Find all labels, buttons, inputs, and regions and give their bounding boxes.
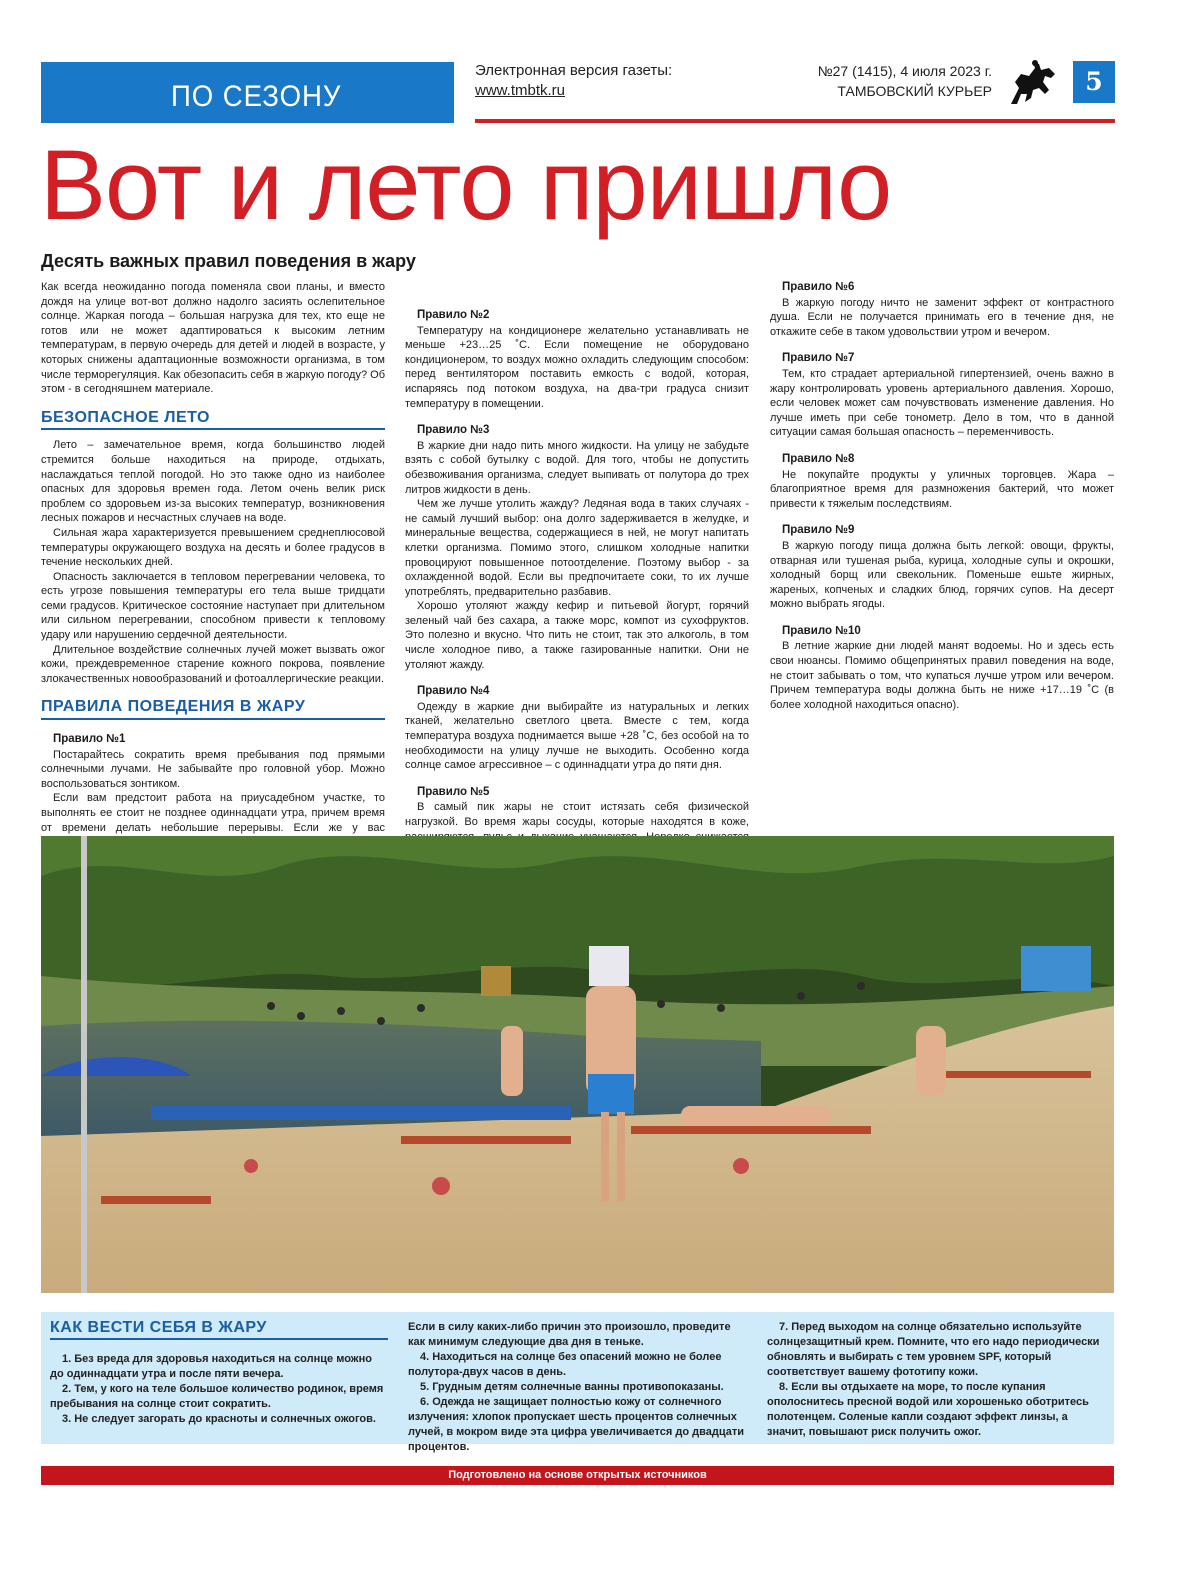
paragraph: Лето – замечательное время, когда большинство людей стремится больше находиться на природе, отдыхать, наслаждаться теплой погодой. Но это также одно из наиболее опасных для здоровья времен года. Летом очень велик риск проблем со здоровьем из-за высоких температур, возникновения лесных пожаров и несчастных случаев на воде.	[41, 439, 385, 525]
issue-info	[818, 61, 992, 101]
rule-title: Правило №4	[417, 685, 490, 698]
paragraph: Опасность заключается в тепловом перегревании человека, то есть угрозе повышения температуры его тела выше тридцати семи градусов. Критическое состояние наступает при длительном или сильном перегревании, способном привести к тепловому удару или нарушению сердечной деятельности.	[41, 570, 385, 642]
paragraph: Тем, кто страдает артериальной гипертензией, очень важно в жару контролировать уровень артериального давления. Хорошо, если человек может сам почувствовать изменение давления. Но лучше иметь при себе тонометр. Дело в том, что в данной ситуации самая большая опасность – переменчивость.	[770, 367, 1114, 439]
section-title-safe-summer: БЕЗОПАСНОЕ ЛЕТО	[41, 411, 385, 431]
headline: Вот и лето пришло	[40, 129, 892, 240]
paragraph: Постарайтесь сократить время пребывания под прямыми солнечными лучами. Не забывайте про головной убор. Можно воспользоваться зонтиком.	[41, 748, 385, 790]
issue-line: №27 (1415), 4 июля 2023 г.	[817, 63, 992, 79]
tip-item: 4. Находиться на солнце без опасений можно не более полутора-двух часов в день.	[408, 1351, 722, 1378]
rubric-banner	[41, 62, 454, 123]
rule-title: Правило №6	[782, 281, 855, 293]
edition-info	[475, 61, 672, 101]
paragraph: В жаркую погоду ничто не заменит эффект от контрастного душа. Если не получается принимать его в течение дня, не откажите себе в таком удовольствии утром и вечером.	[770, 296, 1114, 338]
tips-sidebar	[41, 1312, 1114, 1453]
paragraph: Чем же лучше утолить жажду? Ледяная вода в таких случаях - не самый лучший выбор: она долго задерживается в желудке, и минеральные вещества, содержащиеся в ней, не могут напитать клетки организма. Помимо этого, слишком холодные напитки провоцируют повышенное потоотделение. Поэтому выбор - за охлажденной водой. Если вы предпочитаете соки, то их лучше употреблять, предварительно разбавив.	[405, 498, 749, 598]
tip-item: Если в силу каких-либо причин это произошло, проведите как минимум следующие два дня в теньке.	[408, 1321, 731, 1348]
paragraph: В жаркую погоду пища должна быть легкой: овощи, фрукты, отварная или тушеная рыба, курица, холодные супы и окрошки, холодный борщ или свекольник. Поменьше ешьте жирных, жареных, копченых и сладких блюд, горячих супов. На десерт можно выбрать ягоды.	[770, 539, 1114, 611]
article-column-1	[41, 280, 385, 834]
rule-title: Правило №5	[417, 785, 490, 798]
header-rule	[475, 119, 1115, 123]
paragraph: Одежду в жаркие дни выбирайте из натуральных и легких тканей, желательно светлого цвета. Вместе с тем, когда температура воздуха поднимается выше +28 ˚С, без особой на то необходимости на улицу лучше не выходить. Особенно когда солнце самое агрессивное – с одиннадцати утра до пяти дня.	[405, 700, 749, 772]
tip-item: 6. Одежда не защищает полностью кожу от солнечного излучения: хлопок пропускает шесть процентов солнечных лучей, в мокром виде эта цифра увеличивается до двадцати процентов.	[408, 1396, 744, 1453]
paragraph: Температуру на кондиционере желательно устанавливать не меньше +23…25 ˚С. Если помещение не оборудовано кондиционером, то воздух можно охладить следующим способом: перед вентилятором поставить емкость с водой, которая, испаряясь под потоком воздуха, на два-три градуса снизит температуру в помещении.	[405, 324, 749, 410]
tip-item: 3. Не следует загорать до красноты и солнечных ожогов.	[62, 1413, 376, 1425]
paragraph: Сильная жара характеризуется превышением среднеплюсовой температуры окружающего воздуха на десять и более градусов в течение нескольких дней.	[41, 526, 385, 569]
paragraph: Длительное воздействие солнечных лучей может вызвать ожог кожи, преждевременное старение кожного покрова, появление злокачественных новообразований и фотоаллергические реакции.	[41, 643, 385, 685]
edition-label: Электронная версия газеты:	[475, 62, 673, 79]
paragraph: В самый пик жары не стоит истязать себя физической нагрузкой. Во время жары сосуды, которые находятся в коже,	[405, 801, 749, 828]
rule-title: Правило №8	[782, 452, 855, 465]
tip-item: 7. Перед выходом на солнце обязательно используйте солнцезащитный крем. Помните, что его надо периодически обновлять и выбирать с тем уровнем SPF, который соответствует вашему фототипу кожи.	[767, 1321, 1100, 1378]
rule-title: Правило №7	[782, 352, 855, 365]
article-column-3	[770, 280, 1114, 825]
tip-item: 2. Тем, у кого на теле большое количество родинок, время пребывания на солнце стоит сократить.	[50, 1383, 384, 1410]
source-note: Подготовлено на основе открытых источников	[41, 1466, 1114, 1485]
tips-column-3	[767, 1320, 1105, 1440]
rule-title: Правило №3	[417, 424, 490, 437]
paragraph: В летние жаркие дни людей манят водоемы. Но и здесь есть свои нюансы. Помимо общепринятых правил поведения на воде, не стоит забывать о том, что купаться лучше утром или вечером. Причем температура воды должна быть не ниже +17…19 ˚С (в более холодной находиться опасно).	[770, 640, 1114, 711]
tip-item: 1. Без вреда для здоровья находиться на солнце можно до одиннадцати утра и после пяти вечера.	[50, 1353, 372, 1380]
paper-name: ТАМБОВСКИЙ КУРЬЕР	[837, 83, 992, 99]
paragraph: Не покупайте продукты у уличных торговцев. Жара – благоприятное время для размножения бактерий, что может привести к тяжелым последствиям.	[770, 468, 1114, 510]
paragraph: Хорошо утоляют жажду кефир и питьевой йогурт, горячий зеленый чай без сахара, а также морс, компот из сухофруктов. Это полезно и вкусно. Что пить не стоит, так это алкоголь, в том числе холодное пиво, а также газированные напитки. Они не утоляют жажду.	[405, 600, 749, 671]
subheadline: Десять важных правил поведения в жару	[41, 251, 416, 271]
horse-rider-logo-icon	[1005, 58, 1061, 108]
edition-url-link[interactable]: www.tmbtk.ru	[475, 82, 566, 99]
tips-title: КАК ВЕСТИ СЕБЯ В ЖАРУ	[50, 1320, 388, 1340]
rubric-label: ПО СЕЗОНУ	[171, 80, 342, 113]
rule-title: Правило №2	[417, 309, 490, 321]
page-number: 5	[1073, 61, 1115, 103]
rule-title: Правило №9	[782, 524, 855, 537]
section-title-rules: ПРАВИЛА ПОВЕДЕНИЯ В ЖАРУ	[41, 700, 385, 720]
article-column-2	[405, 280, 749, 828]
rule-title: Правило №10	[782, 624, 861, 637]
article-intro: Как всегда неожиданно погода поменяла свои планы, и вместо дождя на улице вот-вот должно надолго засиять ослепительное солнце. Жаркая погода – большая нагрузка для тех, кто еще не готов или не может адаптироваться к высоким летним температурам, в первую очередь для детей и людей в возрасте, у которых снижены адаптационные возможности организма, в том числе терморегуляция. Как обезопасить себя в жаркую погоду? Об этом - в сегодняшнем материале.	[41, 281, 385, 396]
tip-item: 8. Если вы отдыхаете на море, то после купания ополоснитесь пресной водой или хорошенько оботритесь полотенцем. Соленые капли создают эффект линзы, а значит, повышают риск получить ожог.	[767, 1381, 1089, 1438]
paragraph: В жаркие дни надо пить много жидкости. На улицу не забудьте взять с собой бутылку с водой. Для того, чтобы не допустить обезвоживания организма, следует выпивать от полутора до трех литров жидкости в день.	[405, 439, 749, 496]
tips-column-2	[408, 1320, 746, 1455]
tip-item: 5. Грудным детям солнечные ванны противопоказаны.	[420, 1381, 724, 1393]
beach-photo	[41, 836, 1114, 1293]
rule-title: Правило №1	[53, 733, 126, 746]
tips-column-1	[50, 1320, 388, 1427]
paragraph: Если вам предстоит работа на приусадебном участке, то выполнять ее стоит не позднее одиннадцати утра, причем время от времени делать небольшие перерывы. Если же у вас	[41, 792, 385, 834]
